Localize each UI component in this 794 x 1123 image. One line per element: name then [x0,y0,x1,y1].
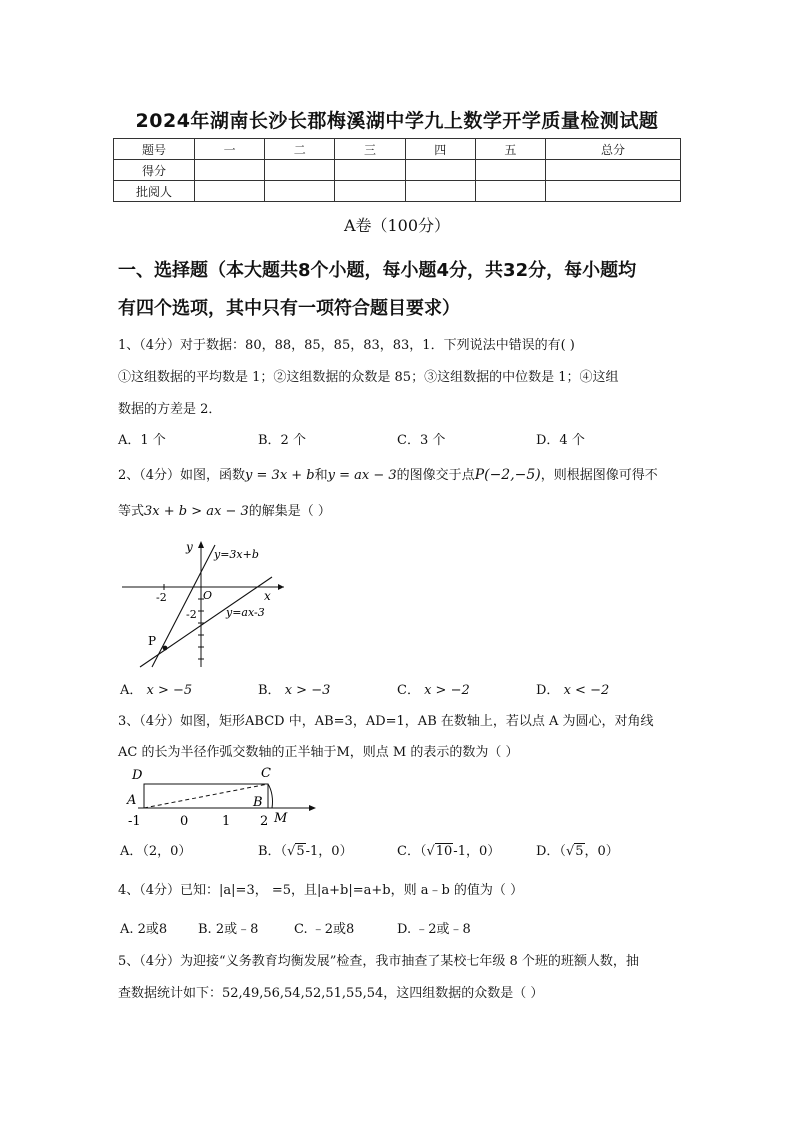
table-cell: 题号 [114,139,195,160]
diagonal-ac [144,784,268,808]
option-letter: A． [120,683,143,698]
table-cell: 三 [335,139,405,160]
q5-line2: 查数据统计如下：52,49,56,54,52,51,55,54，这四组数据的众数是（ ） [118,986,544,1001]
y-axis-arrow-icon [198,541,204,548]
q2-mid1: 和 [314,468,328,483]
point-p-label: P [148,634,157,648]
q2-ineq: 3x + b > ax − 3 [144,504,249,519]
tick-label: 1 [222,814,231,829]
radicand: 5 [575,844,584,859]
exam-title: 2024年湖南长沙长郡梅溪湖中学九上数学开学质量检测试题 [135,110,659,132]
label-c: C [261,766,271,781]
option-pre: B．（ [258,844,288,859]
q2-point: P(−2,−5) [474,467,541,483]
q2-prefix: 2、（4分）如图，函数 [118,468,246,483]
q2-eq2: y = ax − 3 [327,468,397,483]
table-cell: 总分 [546,139,681,160]
q2-graph [118,537,288,672]
table-cell [475,160,545,181]
q4-option-c: C. ﹣2或8 [294,922,355,937]
option-math: x < −2 [563,683,610,698]
table-cell [335,181,405,202]
q5-line1: 5、（4分）为迎接“义务教育均衡发展”检查，我市抽查了某校七年级 8 个班的班额人数，抽 [118,954,639,969]
table-cell [405,160,475,181]
option-post: -1，0） [305,844,353,859]
q4-line1: 4、（4分）已知：|a|=3， =5，且|a+b|=a+b，则 a﹣b 的值为（ ） [118,883,524,898]
line-y-3x-b [152,545,215,667]
table-cell [265,160,335,181]
label-b: B [253,795,263,810]
radicand: 10 [435,844,453,859]
sqrt-icon: √ [287,844,296,859]
tick-label: -1 [128,814,141,829]
part1-heading-line2: 有四个选项，其中只有一项符合题目要求） [118,298,460,319]
number-line-arrow-icon [309,805,316,811]
q4-option-d: D. ﹣2或﹣8 [397,922,471,937]
table-cell [405,181,475,202]
q1-option-d: D．4 个 [536,433,585,448]
label-d: D [132,768,143,783]
label-a: A [127,793,137,808]
option-pre: D．（ [536,844,566,859]
q3-line1: 3、（4分）如图，矩形ABCD 中，AB=3，AD=1，AB 在数轴上，若以点 A 为圆心，对角线 [118,714,654,729]
q3-option-b [258,840,353,859]
q2-option-d [536,679,609,698]
tick-label: 2 [260,814,269,829]
q2-mid2: 的图像交于点 [396,468,475,483]
q2-line2-prefix: 等式 [118,504,145,519]
option-letter: D． [536,683,560,698]
table-cell: 五 [475,139,545,160]
q3-option-d [536,840,619,859]
q3-figure [118,762,328,830]
table-cell [335,160,405,181]
option-post: ，0） [584,844,619,859]
y-axis-label: y [186,540,193,554]
q3-option-a: A．（2，0） [120,844,192,859]
score-table-row [114,181,681,202]
sqrt-icon: √ [565,844,575,859]
score-table [113,138,681,202]
label-m: M [274,811,288,826]
table-cell: 一 [195,139,265,160]
q1-option-a: A．1 个 [118,433,166,448]
q1-option-b: B．2 个 [258,433,306,448]
q4-option-b: B. 2或﹣8 [198,922,259,937]
q3-option-c [397,840,500,859]
tick-label: 0 [180,814,189,829]
part1-heading-line1: 一、选择题（本大题共8个小题，每小题4分，共32分，每小题均 [118,260,637,281]
option-math: x > −3 [284,683,331,698]
table-cell: 四 [405,139,475,160]
radicand: 5 [296,844,305,859]
x-axis-label: x [264,589,271,603]
table-cell [475,181,545,202]
y-tick-label: -2 [186,608,197,621]
table-cell [546,160,681,181]
q2-eq1: y = 3x + b [245,468,315,483]
score-table-header-row [114,139,681,160]
q3-line2: AC 的长为半径作弧交数轴的正半轴于M，则点 M 的表示的数为（ ） [118,745,519,760]
option-letter: C． [397,683,420,698]
q1-line2: ①这组数据的平均数是 1；②这组数据的众数是 85；③这组数据的中位数是 1；④这组 [118,370,619,385]
point-p [163,646,168,651]
table-cell [195,160,265,181]
line2-label: y=ax-3 [226,606,265,619]
option-math: x > −2 [424,683,470,698]
origin-label: O [203,589,213,602]
option-math: x > −5 [146,683,193,698]
section-a-title: A卷（100分） [343,216,451,235]
q2-line1 [118,464,688,483]
option-post: -1，0） [453,844,501,859]
table-cell [546,181,681,202]
option-letter: B． [258,683,281,698]
table-cell [195,181,265,202]
q2-line2 [118,500,688,519]
option-pre: C．（ [397,844,427,859]
q2-option-b [258,679,330,698]
q2-option-a [120,679,192,698]
table-cell: 得分 [114,160,195,181]
q1-stem: 1、（4分）对于数据：80，88，85，85，83，83，1．下列说法中错误的有( ) [118,338,575,353]
line1-label: y=3x+b [214,548,259,561]
table-cell: 批阅人 [114,181,195,202]
table-cell: 二 [265,139,335,160]
q2-option-c [397,679,470,698]
q1-line3: 数据的方差是 2． [118,402,222,417]
x-axis-arrow-icon [278,584,284,590]
x-tick-label: -2 [156,591,167,604]
score-table-row [114,160,681,181]
table-cell [265,181,335,202]
q2-suffix: ，则根据图像可得不 [540,468,658,483]
q1-option-c: C．3 个 [397,433,446,448]
q4-option-a: A. 2或8 [120,922,168,937]
arc [268,784,273,808]
q2-line2-suffix: 的解集是（ ） [248,504,331,519]
sqrt-icon: √ [426,844,435,859]
